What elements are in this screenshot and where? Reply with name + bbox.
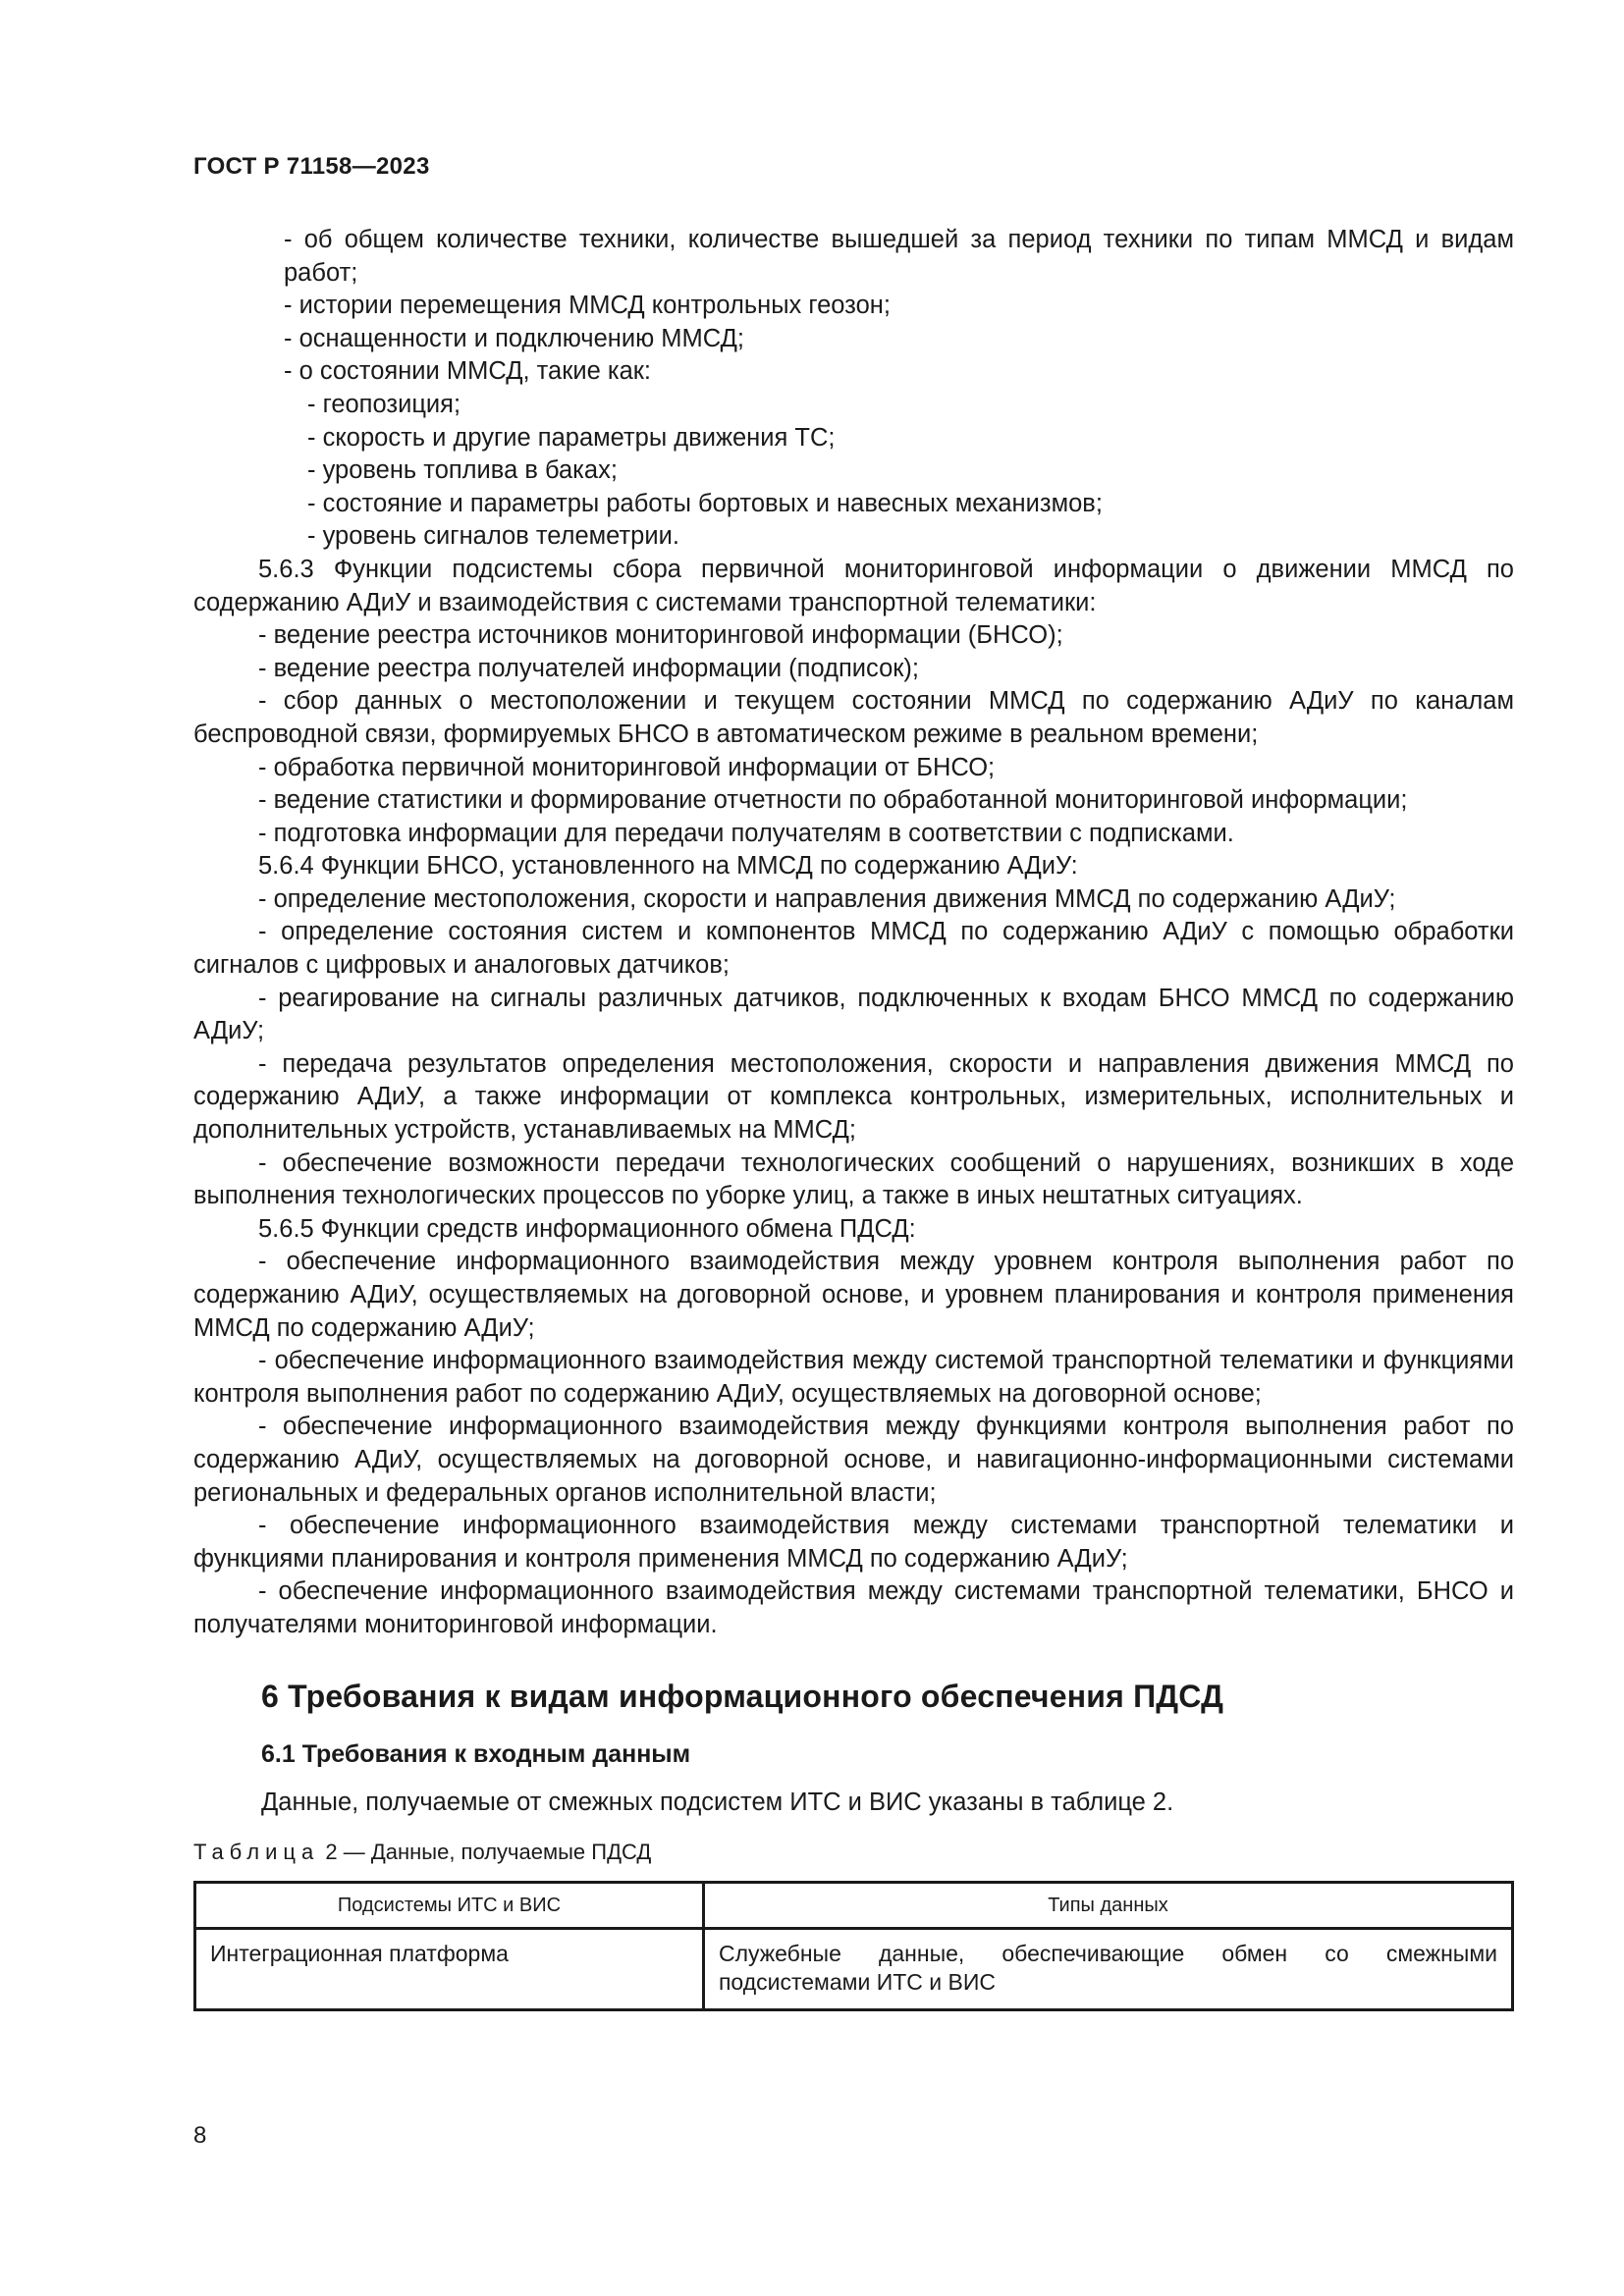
table-caption-word: Таблица	[193, 1840, 320, 1864]
table-header-row	[195, 1883, 1513, 1929]
list-item: - уровень топлива в баках;	[307, 456, 618, 485]
list-item: - обеспечение информационного взаимодействия между системами транспортной телематики и функциями планирования и контроля применения ММСД по содержанию АДиУ;	[193, 1512, 1514, 1573]
body-text	[193, 224, 1514, 1642]
section-6-title: 6 Требования к видам информационного обеспечения ПДСД	[261, 1679, 1224, 1714]
list-item: - сбор данных о местоположении и текущем состоянии ММСД по содержанию АДиУ по каналам беспроводной связи, формируемых БНСО в автоматическом режиме в реальном времени;	[193, 687, 1514, 748]
list-item: - уровень сигналов телеметрии.	[307, 522, 679, 551]
list-item: - об общем количестве техники, количестве вышедшей за период техники по типам ММСД и видам работ;	[284, 226, 1514, 287]
list-item: - обеспечение информационного взаимодействия между системой транспортной телематики и функциями контроля выполнения работ по содержанию АДиУ, осуществляемых на договорной основе;	[193, 1347, 1514, 1408]
clause-heading: 5.6.3 Функции подсистемы сбора первичной мониторинговой информации о движении ММСД по содержанию АДиУ и взаимодействия с системами транспортной телематики:	[193, 555, 1514, 616]
section-6-1-text: Данные, получаемые от смежных подсистем ИТС и ВИС указаны в таблице 2.	[261, 1789, 1174, 1816]
column-header: Подсистемы ИТС и ВИС	[195, 1883, 704, 1929]
table-caption-text: 2 — Данные, получаемые ПДСД	[325, 1840, 652, 1864]
list-item: - обеспечение информационного взаимодействия между функциями контроля выполнения работ по содержанию АДиУ, осуществляемых на договорной основе, и навигационно-информационными системами региональных и федеральных органов исполнительной власти;	[193, 1413, 1514, 1507]
table-row	[195, 1929, 1513, 2010]
table-2	[193, 1881, 1514, 2011]
list-item: - ведение реестра источников мониторинговой информации (БНСО);	[258, 621, 1063, 650]
table-cell: Интеграционная платформа	[195, 1929, 704, 2010]
column-header: Типы данных	[703, 1883, 1512, 1929]
list-item: - передача результатов определения местоположения, скорости и направления движения ММСД по содержанию АДиУ, а также информации от комплекса контрольных, измерительных, исполнительных и дополнительных устройств, устанавливаемых на ММСД;	[193, 1049, 1514, 1145]
page-number: 8	[193, 2122, 207, 2149]
list-item: - обработка первичной мониторинговой информации от БНСО;	[258, 753, 996, 781]
table-caption	[193, 1840, 651, 1865]
list-item: - определение состояния систем и компонентов ММСД по содержанию АДиУ с помощью обработки сигналов с цифровых и аналоговых датчиков;	[193, 918, 1514, 980]
list-item: - оснащенности и подключению ММСД;	[284, 324, 744, 352]
section-6-1-title: 6.1 Требования к входным данным	[261, 1740, 691, 1768]
list-item: - обеспечение информационного взаимодействия между уровнем контроля выполнения работ по содержанию АДиУ, осуществляемых на договорной основе, и уровнем планирования и контроля применения ММСД по содержанию АДиУ;	[193, 1248, 1514, 1342]
list-item: - истории перемещения ММСД контрольных геозон;	[284, 292, 891, 320]
list-item: - геопозиция;	[307, 390, 461, 418]
clause-heading: 5.6.5 Функции средств информационного обмена ПДСД:	[258, 1214, 916, 1243]
list-item: - обеспечение возможности передачи технологических сообщений о нарушениях, возникших в ходе выполнения технологических процессов по уборке улиц, а также в иных нештатных ситуациях.	[193, 1148, 1514, 1210]
list-item: - ведение статистики и формирование отчетности по обработанной мониторинговой информации;	[258, 786, 1408, 815]
list-item: - реагирование на сигналы различных датчиков, подключенных к входам БНСО ММСД по содержанию АДиУ;	[193, 984, 1514, 1045]
document-header: ГОСТ Р 71158—2023	[193, 153, 430, 180]
list-item: - состояние и параметры работы бортовых и навесных механизмов;	[307, 489, 1103, 517]
list-item: - ведение реестра получателей информации (подписок);	[258, 654, 919, 682]
list-item: - подготовка информации для передачи получателям в соответствии с подписками.	[258, 819, 1234, 847]
table-cell: Служебные данные, обеспечивающие обмен со смежными подсистемами ИТС и ВИС	[703, 1929, 1512, 2010]
list-item: - скорость и другие параметры движения ТС;	[307, 423, 836, 452]
list-item: - о состоянии ММСД, такие как:	[284, 357, 652, 386]
list-item: - обеспечение информационного взаимодействия между системами транспортной телематики, БНСО и получателями мониторинговой информации.	[193, 1577, 1514, 1638]
clause-heading: 5.6.4 Функции БНСО, установленного на ММСД по содержанию АДиУ:	[258, 852, 1078, 881]
list-item: - определение местоположения, скорости и направления движения ММСД по содержанию АДиУ;	[258, 884, 1396, 913]
